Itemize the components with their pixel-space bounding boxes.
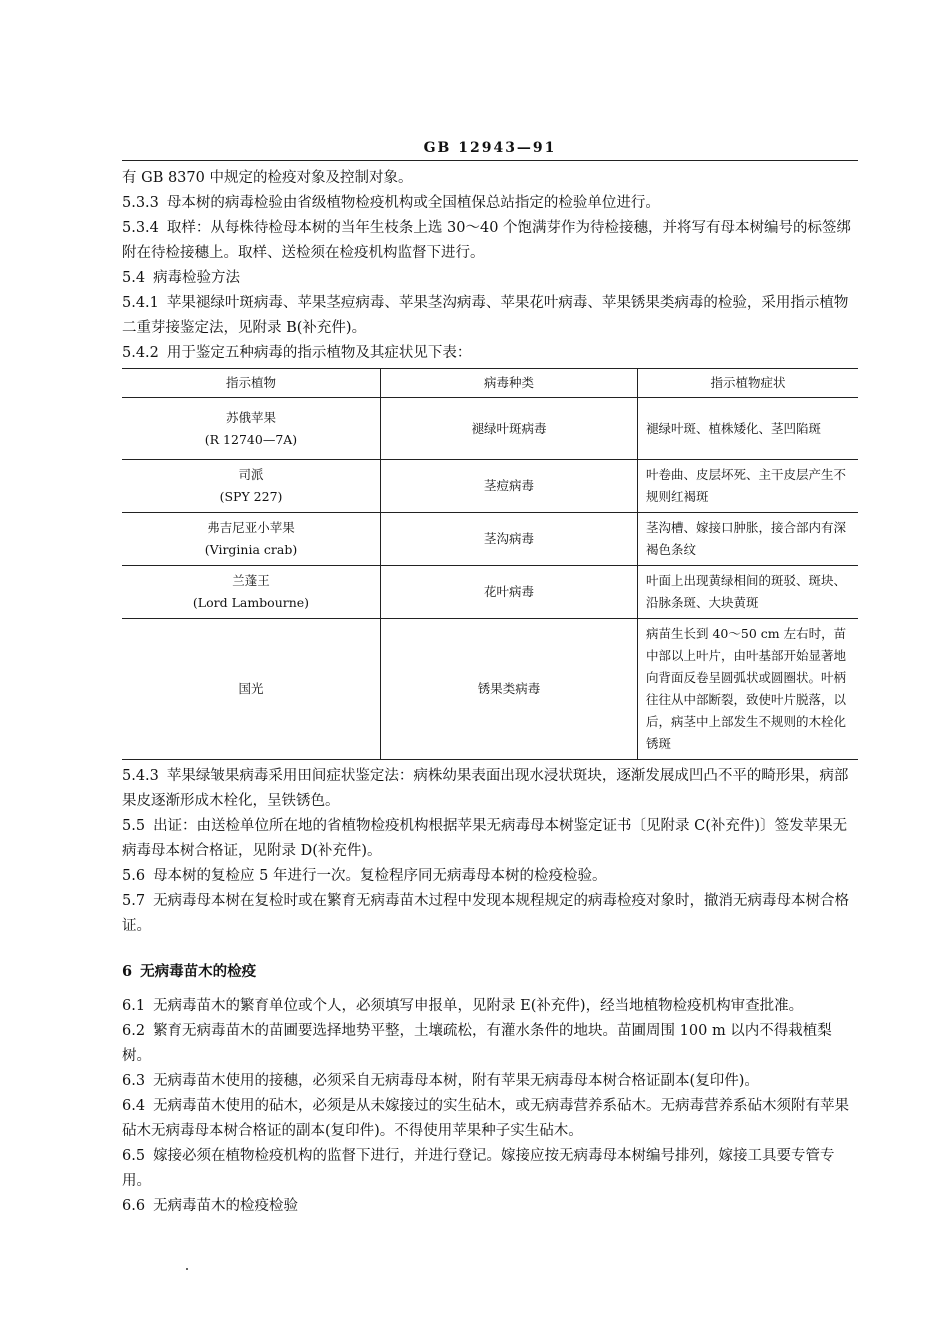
clause-text: 嫁接必须在植物检疫机构的监督下进行，并进行登记。嫁接应按无病毒母本树编号排列，嫁接工具要专管专用。 xyxy=(122,1148,835,1189)
clause-text: 苹果绿皱果病毒采用田间症状鉴定法：病株幼果表面出现水浸状斑块，逐渐发展成凹凸不平的畸形果，病部果皮逐渐形成木栓化，呈铁锈色。 xyxy=(122,768,849,809)
clause-text: 苹果褪绿叶斑病毒、苹果茎痘病毒、苹果茎沟病毒、苹果花叶病毒、苹果锈果类病毒的检验，采用指示植物二重芽接鉴定法，见附录 B(补充件)。 xyxy=(122,295,849,336)
clause-text: 出证：由送检单位所在地的省植物检疫机构根据苹果无病毒母本树鉴定证书〔见附录 C(补充件)〕签发苹果无病毒母本树合格证，见附录 D(补充件)。 xyxy=(122,818,848,859)
table-row xyxy=(122,513,858,566)
clause-paragraph xyxy=(122,1144,858,1194)
scan-speck xyxy=(186,1268,188,1270)
indicator-plant-cell xyxy=(122,398,381,460)
clause-paragraph xyxy=(122,1094,858,1144)
clause-number: 5.4.1 xyxy=(122,295,159,311)
clause-paragraph xyxy=(122,191,858,216)
clause-paragraph xyxy=(122,341,858,366)
plant-name: 苏俄苹果 xyxy=(225,409,276,425)
clause-text: 有 GB 8370 中规定的检疫对象及控制对象。 xyxy=(122,170,413,186)
table-header-row xyxy=(122,369,858,398)
plant-name: 国光 xyxy=(238,681,264,696)
clause-paragraph xyxy=(122,814,858,864)
symptom-cell: 叶卷曲、皮层坏死、主干皮层产生不规则红褐斑 xyxy=(638,460,859,513)
clause-text: 取样：从每株待检母本树的当年生枝条上选 30～40 个饱满芽作为待检接穗，并将写有母本树编号的标签绑附在待检接穗上。取样、送检须在检疫机构监督下进行。 xyxy=(122,220,852,261)
virus-type-cell: 茎沟病毒 xyxy=(381,513,638,566)
clause-text: 无病毒母本树在复检时或在繁育无病毒苗木过程中发现本规程规定的病毒检疫对象时，撤消无病毒母本树合格证。 xyxy=(122,893,850,934)
paragraphs-before-table xyxy=(122,166,858,366)
clause-number: 6.6 xyxy=(122,1198,146,1214)
section-number: 6 xyxy=(122,963,133,980)
clause-text: 无病毒苗木的繁育单位或个人，必须填写申报单，见附录 E(补充件)，经当地植物检疫机构审查批准。 xyxy=(153,998,804,1014)
virus-type-cell: 锈果类病毒 xyxy=(381,619,638,760)
symptom-cell: 茎沟槽、嫁接口肿胀，接合部内有深褐色条纹 xyxy=(638,513,859,566)
clause-paragraph xyxy=(122,266,858,291)
indicator-plant-cell xyxy=(122,566,381,619)
symptom-cell: 病苗生长到 40～50 cm 左右时，苗中部以上叶片，由叶基部开始显著地向背面反卷呈圆弧状或圆圈状。叶柄往往从中部断裂，致使叶片脱落，以后，病茎中上部发生不规则的木栓化锈斑 xyxy=(638,619,859,760)
clause-number: 5.4.2 xyxy=(122,345,159,361)
virus-type-cell: 茎痘病毒 xyxy=(381,460,638,513)
section-6-paragraphs xyxy=(122,994,858,1219)
symptom-cell: 褪绿叶斑、植株矮化、茎凹陷斑 xyxy=(638,398,859,460)
clause-text: 无病毒苗木使用的砧木，必须是从未嫁接过的实生砧木，或无病毒营养系砧木。无病毒营养系砧木须附有苹果砧木无病毒母本树合格证的副本(复印件)。不得使用苹果种子实生砧木。 xyxy=(122,1098,850,1139)
table-row xyxy=(122,398,858,460)
clause-paragraph xyxy=(122,994,858,1019)
clause-number: 5.5 xyxy=(122,818,146,834)
indicator-plant-cell xyxy=(122,513,381,566)
clause-paragraph xyxy=(122,764,858,814)
clause-paragraph xyxy=(122,1194,858,1219)
clause-text: 无病毒苗木使用的接穗，必须采自无病毒母本树，附有苹果无病毒母本树合格证副本(复印件)。 xyxy=(153,1073,759,1089)
table-row xyxy=(122,619,858,760)
document-body xyxy=(122,166,858,1219)
table-row xyxy=(122,460,858,513)
indicator-plant-table xyxy=(122,368,858,760)
clause-number: 5.7 xyxy=(122,893,146,909)
clause-paragraph xyxy=(122,864,858,889)
clause-number: 6.3 xyxy=(122,1073,146,1089)
clause-text: 病毒检验方法 xyxy=(153,270,241,286)
plant-name: 司派 xyxy=(238,467,264,482)
table-header-cell: 指示植物症状 xyxy=(638,369,859,398)
virus-type-cell: 花叶病毒 xyxy=(381,566,638,619)
clause-paragraph xyxy=(122,291,858,341)
table-row xyxy=(122,566,858,619)
clause-number: 5.3.4 xyxy=(122,220,159,236)
plant-name: 弗吉尼亚小苹果 xyxy=(207,520,295,535)
plant-code: (Lord Lambourne) xyxy=(192,595,310,610)
clause-text: 繁育无病毒苗木的苗圃要选择地势平整，土壤疏松，有灌水条件的地块。苗圃周围 100 m 以内不得栽植梨树。 xyxy=(122,1023,832,1064)
clause-paragraph xyxy=(122,166,858,191)
indicator-plant-cell xyxy=(122,460,381,513)
standard-code-header: GB 12943—91 xyxy=(423,140,557,156)
section-6-heading xyxy=(122,959,858,984)
header-rule xyxy=(122,160,858,161)
clause-number: 6.5 xyxy=(122,1148,146,1164)
clause-paragraph xyxy=(122,1069,858,1094)
clause-text: 母本树的复检应 5 年进行一次。复检程序同无病毒母本树的检疫检验。 xyxy=(153,868,607,884)
section-title: 无病毒苗木的检疫 xyxy=(140,963,257,980)
plant-name: 兰蓬王 xyxy=(232,573,270,588)
table-header-cell: 病毒种类 xyxy=(381,369,638,398)
clause-text: 用于鉴定五种病毒的指示植物及其症状见下表： xyxy=(166,345,472,361)
clause-text: 无病毒苗木的检疫检验 xyxy=(153,1198,299,1214)
indicator-plant-cell xyxy=(122,619,381,760)
clause-number: 6.4 xyxy=(122,1098,146,1114)
clause-number: 5.4.3 xyxy=(122,768,159,784)
virus-type-cell: 褪绿叶斑病毒 xyxy=(381,398,638,460)
clause-paragraph xyxy=(122,1019,858,1069)
clause-number: 5.3.3 xyxy=(122,195,159,211)
table-body xyxy=(122,398,858,760)
clause-number: 5.4 xyxy=(122,270,146,286)
plant-code: (SPY 227) xyxy=(219,489,283,504)
symptom-cell: 叶面上出现黄绿相间的斑驳、斑块、沿脉条斑、大块黄斑 xyxy=(638,566,859,619)
clause-number: 5.6 xyxy=(122,868,146,884)
plant-code: (Virginia crab) xyxy=(204,542,298,557)
clause-paragraph xyxy=(122,216,858,266)
clause-paragraph xyxy=(122,889,858,939)
paragraphs-after-table xyxy=(122,764,858,939)
clause-text: 母本树的病毒检验由省级植物检疫机构或全国植保总站指定的检验单位进行。 xyxy=(166,195,660,211)
clause-number: 6.1 xyxy=(122,998,146,1014)
plant-code: (R 12740—7A) xyxy=(204,431,298,447)
clause-number: 6.2 xyxy=(122,1023,146,1039)
table-header-cell: 指示植物 xyxy=(122,369,381,398)
